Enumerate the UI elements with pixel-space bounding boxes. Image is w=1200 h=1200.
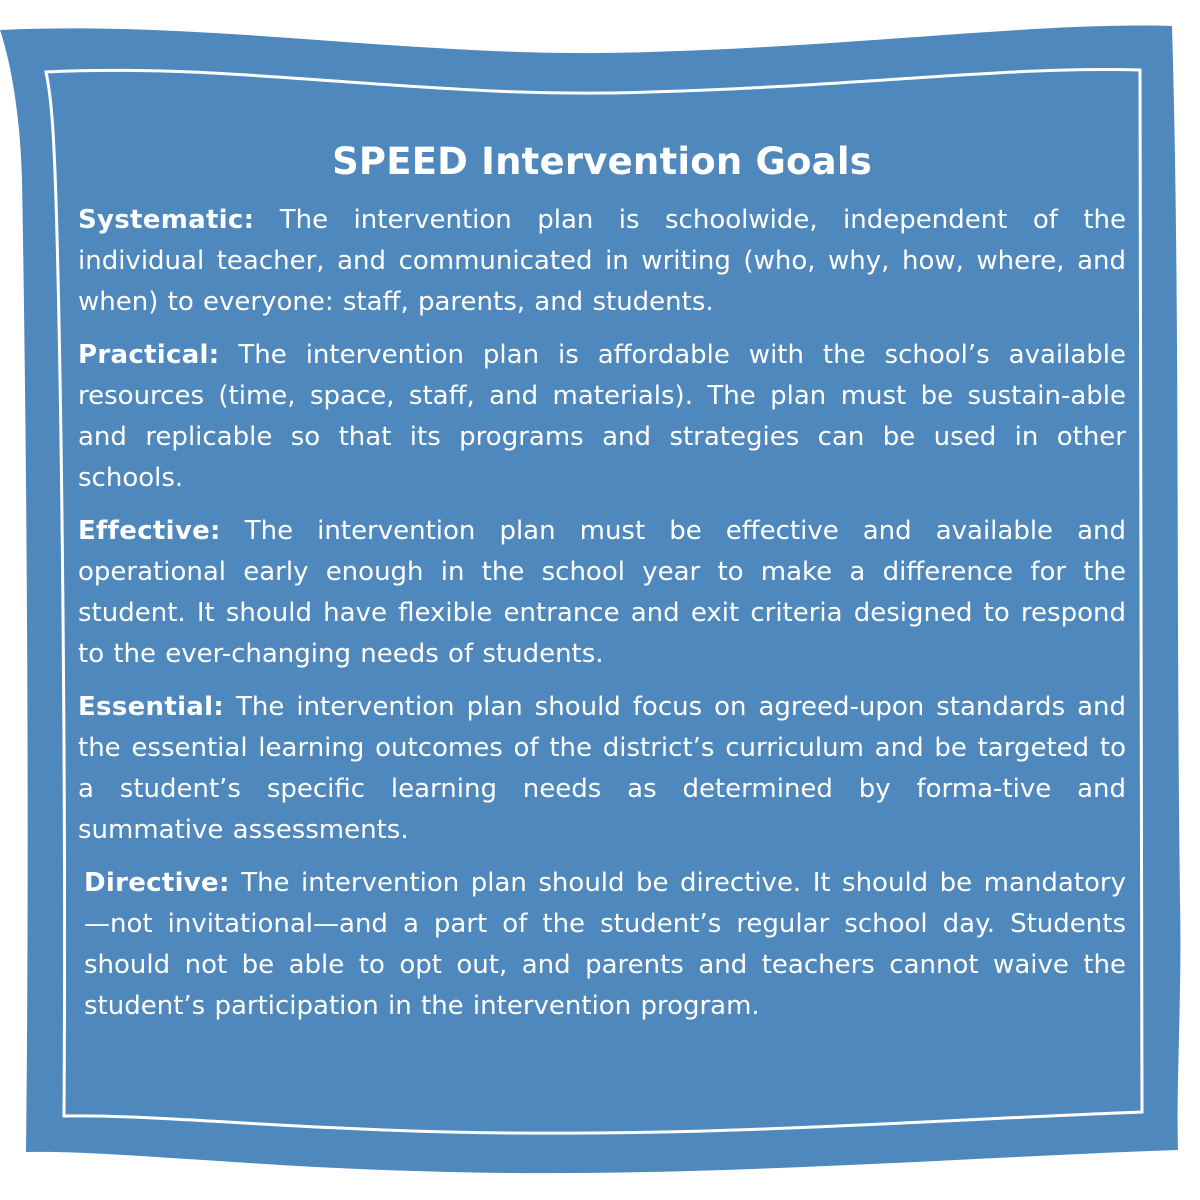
goal-practical xyxy=(78,335,1126,499)
goal-term: Systematic: xyxy=(78,205,255,235)
goal-term: Essential: xyxy=(78,692,225,722)
goal-directive xyxy=(84,863,1126,1027)
goal-text: The intervention plan should focus on agreed-upon standards and the essential learning outcomes of the district’s curriculum and be targeted to a student’s specific learning needs as determined by forma-tive and summative assessments. xyxy=(78,692,1126,845)
goal-term: Practical: xyxy=(78,340,220,370)
goal-effective xyxy=(78,511,1126,675)
goal-systematic xyxy=(78,200,1126,323)
goal-term: Effective: xyxy=(78,516,221,546)
goal-text: The intervention plan should be directive. It should be mandatory—not invitational—and a part of the student’s regular school day. Students should not be able to opt out, and parents and teachers cannot waive the student’s participation in the intervention program. xyxy=(84,868,1127,1021)
goal-text: The intervention plan must be effective and available and operational early enough in the school year to make a difference for the student. It should have flexible entrance and exit criteria designed to respond to the ever-changing needs of students. xyxy=(78,516,1126,669)
goal-term: Directive: xyxy=(84,868,230,898)
goal-essential xyxy=(78,687,1126,851)
goals-content xyxy=(78,138,1126,1039)
card-title: SPEED Intervention Goals xyxy=(332,140,872,183)
goal-text: The intervention plan is affordable with the school’s available resources (time, space, staff, and materials). The plan must be sustain-able and replicable so that its programs and strategies can be used in other schools. xyxy=(78,340,1126,493)
goal-text: The intervention plan is schoolwide, independent of the individual teacher, and communicated in writing (who, why, how, where, and when) to everyone: staff, parents, and students. xyxy=(78,205,1126,317)
